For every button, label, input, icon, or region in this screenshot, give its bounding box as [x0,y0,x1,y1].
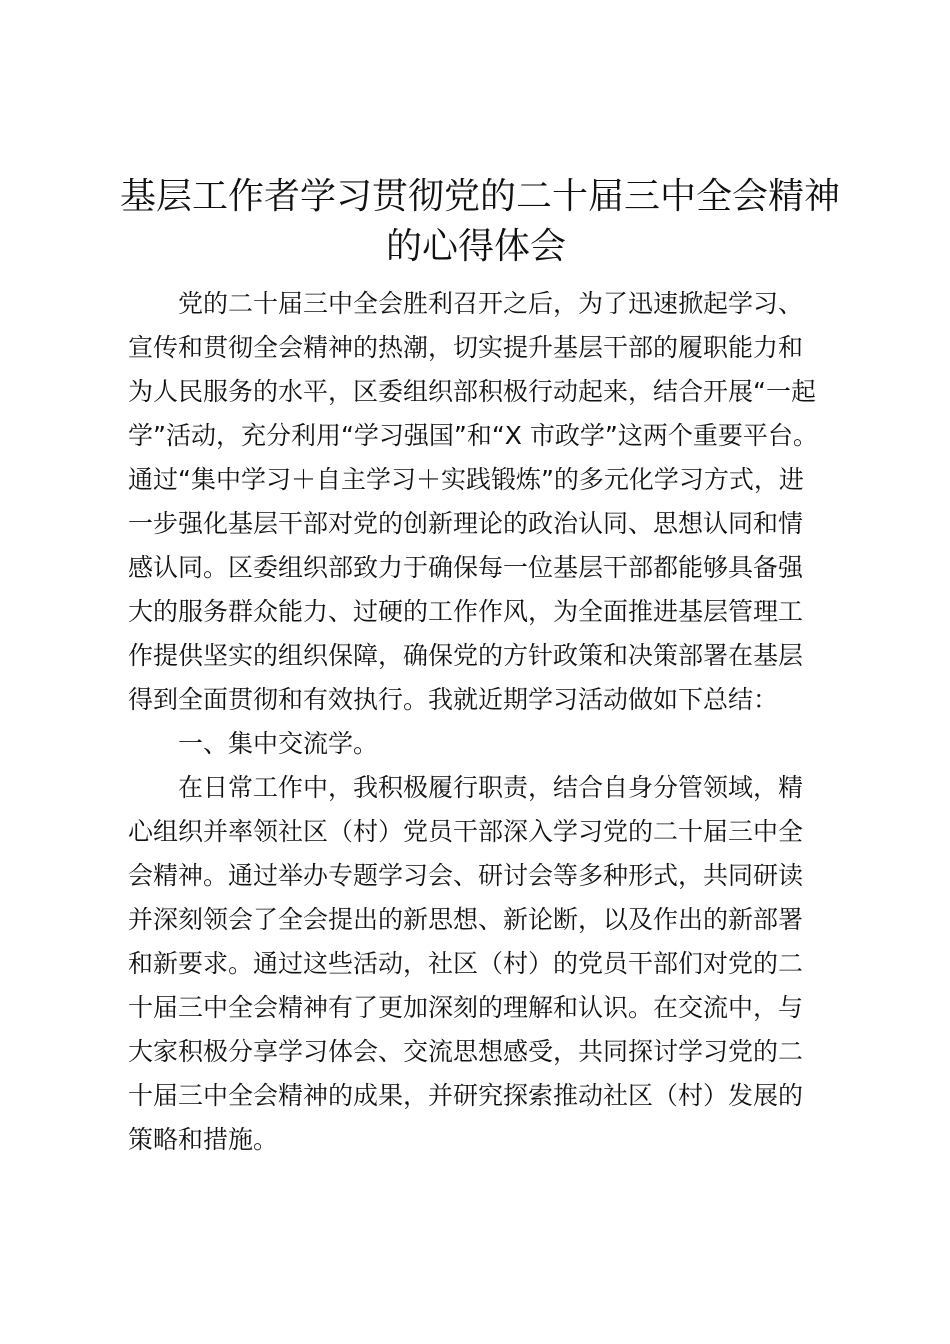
paragraph-line: 通过“集中学习＋自主学习＋实践锻炼”的多元化学习方式，进 [128,465,804,494]
title-line: 的心得体会 [385,226,566,267]
paragraph-line: 一步强化基层干部对党的创新理论的政治认同、思想认同和情 [128,509,804,538]
section-heading: 一、集中交流学。 [178,729,379,758]
paragraph-line: 心组织并率领社区（村）党员干部深入学习党的二十届三中全 [128,817,804,846]
paragraph-line: 策略和措施。 [128,1125,279,1154]
paragraph-line: 大家积极分享学习体会、交流思想感受，共同探讨学习党的二 [128,1037,804,1066]
paragraph-line: 为人民服务的水平，区委组织部积极行动起来，结合开展“一起 [128,377,816,406]
paragraph-line: 党的二十届三中全会胜利召开之后，为了迅速掀起学习、 [178,289,804,318]
paragraph-line: 并深刻领会了全会提出的新思想、新论断，以及作出的新部署 [128,905,804,934]
paragraph-line: 在日常工作中，我积极履行职责，结合自身分管领域，精 [178,773,804,802]
paragraph-line: 大的服务群众能力、过硬的工作作风，为全面推进基层管理工 [128,597,804,626]
paragraph-line: 和新要求。通过这些活动，社区（村）的党员干部们对党的二 [128,949,804,978]
document-body [128,282,828,1162]
paragraph-line: 学”活动，充分利用“学习强国”和“X 市政学”这两个重要平台。 [128,421,818,450]
paragraph-line: 感认同。区委组织部致力于确保每一位基层干部都能够具备强 [128,553,804,582]
paragraph-line: 会精神。通过举办专题学习会、研讨会等多种形式，共同研读 [128,861,804,890]
paragraph-line: 得到全面贯彻和有效执行。我就近期学习活动做如下总结： [128,685,779,714]
paragraph-line: 宣传和贯彻全会精神的热潮，切实提升基层干部的履职能力和 [128,333,804,362]
paragraph-line: 作提供坚实的组织保障，确保党的方针政策和决策部署在基层 [128,641,804,670]
paragraph-line: 十届三中全会精神有了更加深刻的理解和认识。在交流中，与 [128,993,804,1022]
title-line: 基层工作者学习贯彻党的二十届三中全会精神 [120,176,841,217]
document-title [120,172,841,272]
paragraph-line: 十届三中全会精神的成果，并研究探索推动社区（村）发展的 [128,1081,804,1110]
